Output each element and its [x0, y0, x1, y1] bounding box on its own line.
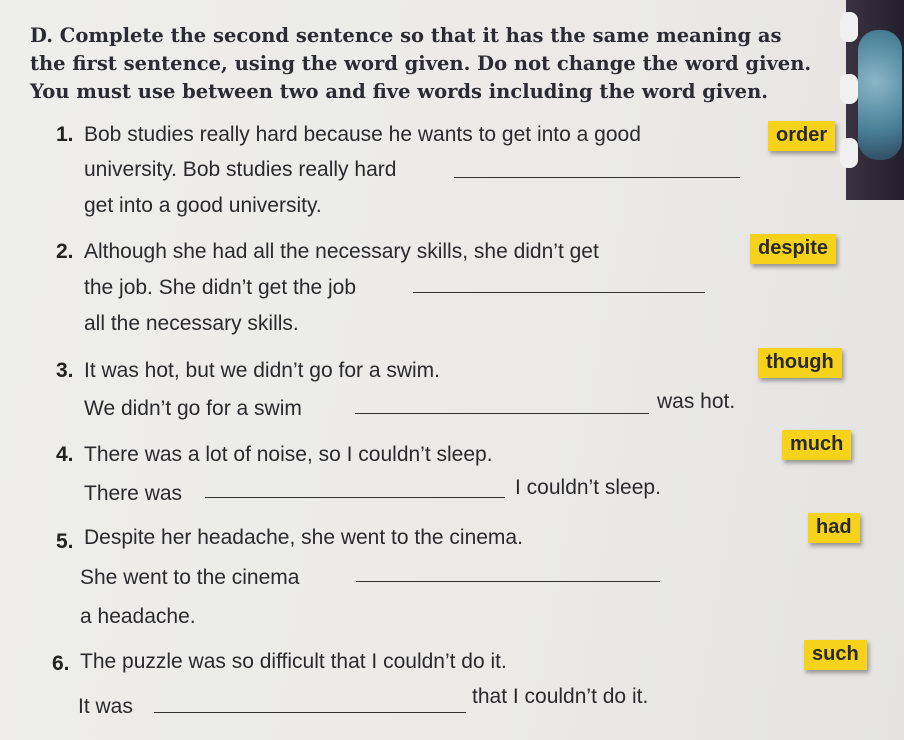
answer-blank[interactable]: [154, 712, 466, 713]
item-sentence: The puzzle was so difficult that I couldn’t do it.: [80, 650, 507, 673]
item-number: 5.: [56, 530, 74, 553]
keyword-tag: had: [808, 513, 860, 543]
item-rewrite-end: all the necessary skills.: [84, 312, 299, 335]
item-rewrite-end: that I couldn’t do it.: [472, 685, 649, 708]
item-sentence: There was a lot of noise, so I couldn’t sleep.: [84, 443, 493, 466]
answer-blank[interactable]: [454, 177, 740, 178]
keyword-tag: though: [758, 348, 842, 378]
item-number: 4.: [56, 443, 74, 466]
item-sentence: Bob studies really hard because he wants to get into a good: [84, 123, 641, 146]
exercise-instruction: [30, 22, 830, 106]
item-sentence: It was hot, but we didn’t go for a swim.: [84, 359, 440, 382]
keyword-tag: despite: [750, 234, 836, 264]
item-rewrite-start: She went to the cinema: [80, 566, 300, 589]
item-rewrite-end: a headache.: [80, 605, 196, 628]
item-rewrite-end: I couldn’t sleep.: [515, 476, 661, 499]
instruction-line-1: D. Complete the second sentence so that it has the same meaning as: [30, 24, 782, 47]
item-sentence: Although she had all the necessary skills, she didn’t get: [84, 240, 599, 263]
item-rewrite-start: It was: [78, 695, 133, 718]
item-number: 6.: [52, 652, 70, 675]
answer-blank[interactable]: [413, 292, 705, 293]
item-rewrite-end: was hot.: [657, 390, 736, 413]
item-sentence: Despite her headache, she went to the cinema.: [84, 526, 523, 549]
instruction-line-3: You must use between two and five words including the word given.: [30, 80, 769, 103]
answer-blank[interactable]: [205, 497, 505, 498]
item-number: 1.: [56, 123, 74, 146]
item-rewrite-start: university. Bob studies really hard: [84, 158, 397, 181]
item-rewrite-start: There was: [84, 482, 183, 505]
item-rewrite-start: We didn’t go for a swim: [84, 397, 302, 420]
item-number: 3.: [56, 359, 74, 382]
item-rewrite-start: the job. She didn’t get the job: [84, 276, 357, 299]
binder-decoration: [840, 0, 904, 200]
keyword-tag: order: [768, 121, 835, 151]
keyword-tag: much: [782, 430, 851, 460]
item-number: 2.: [56, 240, 74, 263]
keyword-tag: such: [804, 640, 867, 670]
answer-blank[interactable]: [355, 413, 649, 414]
answer-blank[interactable]: [356, 581, 660, 582]
instruction-line-2: the first sentence, using the word given. Do not change the word given.: [30, 52, 812, 75]
item-rewrite-end: get into a good university.: [84, 194, 322, 217]
